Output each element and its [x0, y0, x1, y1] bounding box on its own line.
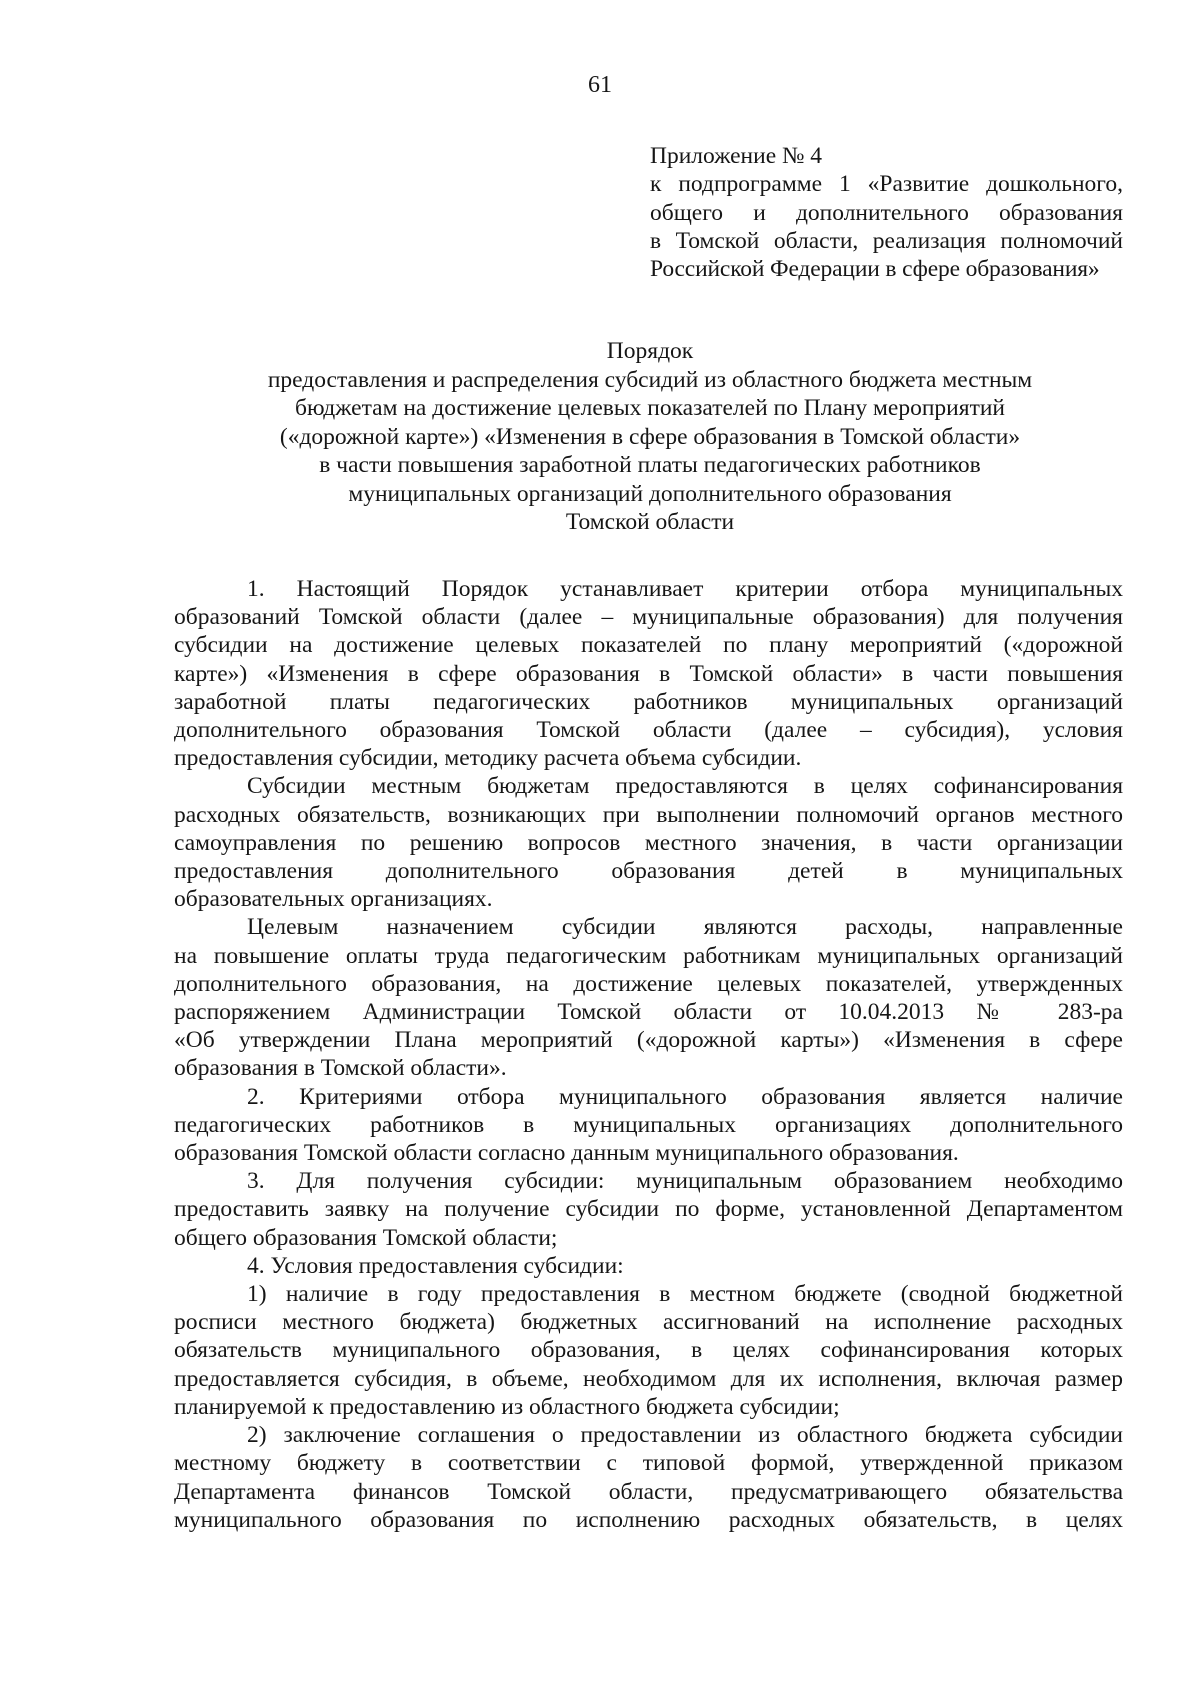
title-heading: Порядок — [606, 338, 694, 364]
body-line: распоряжением Администрации Томской области от 10.04.2013 № 283-ра — [174, 999, 1123, 1026]
body-line: образований Томской области (далее – муниципальные образования) для получения — [174, 604, 1123, 631]
title-line: Томской области — [565, 509, 735, 535]
body-line: Субсидии местным бюджетам предоставляются в целях софинансирования — [247, 773, 1123, 800]
title-line: («дорожной карте») «Изменения в сфере образования в Томской области» — [279, 423, 1021, 450]
appendix-line: общего и дополнительного образования — [650, 199, 1123, 226]
body-line: 1) наличие в году предоставления в местном бюджете (сводной бюджетной — [247, 1281, 1123, 1308]
body-line: обязательств муниципального образования, в целях софинансирования которых — [174, 1337, 1123, 1364]
appendix-line: к подпрограмме 1 «Развитие дошкольного, — [650, 171, 1123, 198]
body-line: заработной платы педагогических работников муниципальных организаций — [174, 688, 1123, 715]
body-line: дополнительного образования, на достижение целевых показателей, утвержденных — [174, 970, 1123, 997]
body-line: образовательных организациях. — [174, 886, 493, 913]
appendix-line: Российской Федерации в сфере образования» — [650, 256, 1100, 283]
document-title — [150, 337, 1150, 537]
body-line: 2) заключение соглашения о предоставлении из областного бюджета субсидии — [247, 1422, 1123, 1449]
body-line: карте») «Изменения в сфере образования в Томской области» в части повышения — [174, 660, 1123, 687]
body-line: «Об утверждении Плана мероприятий («дорожной карты») «Изменения в сфере — [174, 1027, 1123, 1054]
body-line: общего образования Томской области; — [174, 1224, 558, 1251]
appendix-line: в Томской области, реализация полномочий — [650, 227, 1123, 254]
body-line: Департамента финансов Томской области, предусматривающего обязательства — [174, 1478, 1123, 1505]
body-line: 2. Критериями отбора муниципального образования является наличие — [247, 1083, 1123, 1110]
title-line: бюджетам на достижение целевых показателей по Плану мероприятий — [294, 395, 1005, 421]
body-line: муниципального образования по исполнению расходных обязательств, в целях — [174, 1506, 1123, 1533]
body-line: местному бюджету в соответствии с типовой формой, утвержденной приказом — [174, 1450, 1123, 1477]
appendix-block — [650, 142, 1123, 283]
body-line: предоставить заявку на получение субсидии по форме, установленной Департаментом — [174, 1196, 1123, 1223]
body-line: педагогических работников в муниципальных организациях дополнительного — [174, 1111, 1123, 1138]
body-line: предоставления субсидии, методику расчета объема субсидии. — [174, 745, 802, 772]
body-line: планируемой к предоставлению из областного бюджета субсидии; — [174, 1393, 840, 1420]
body-line: предоставления дополнительного образования детей в муниципальных — [174, 858, 1123, 885]
title-line: предоставления и распределения субсидий из областного бюджета местным — [267, 366, 1033, 393]
page-number: 61 — [588, 72, 612, 98]
body-line: образования в Томской области». — [174, 1055, 507, 1082]
body-line: росписи местного бюджета) бюджетных ассигнований на исполнение расходных — [174, 1309, 1123, 1336]
document-body — [174, 575, 1123, 1534]
appendix-line: Приложение № 4 — [650, 143, 823, 169]
body-line: дополнительного образования Томской области (далее – субсидия), условия — [174, 717, 1123, 744]
title-line: в части повышения заработной платы педагогических работников — [319, 452, 981, 478]
title-line: муниципальных организаций дополнительного образования — [348, 480, 952, 507]
body-line: 1. Настоящий Порядок устанавливает критерии отбора муниципальных — [247, 576, 1123, 602]
body-line: предоставляется субсидия, в объеме, необходимом для их исполнения, включая размер — [174, 1365, 1123, 1392]
body-line: расходных обязательств, возникающих при выполнении полномочий органов местного — [174, 801, 1123, 828]
body-line: субсидии на достижение целевых показателей по плану мероприятий («дорожной — [174, 632, 1123, 659]
body-line: 4. Условия предоставления субсидии: — [247, 1252, 624, 1279]
body-line: образования Томской области согласно данным муниципального образования. — [174, 1140, 959, 1167]
body-line: 3. Для получения субсидии: муниципальным образованием необходимо — [247, 1168, 1123, 1195]
body-line: самоуправления по решению вопросов местного значения, в части организации — [174, 829, 1123, 856]
body-line: Целевым назначением субсидии являются расходы, направленные — [247, 914, 1123, 941]
body-line: на повышение оплаты труда педагогическим работникам муниципальных организаций — [174, 942, 1123, 969]
